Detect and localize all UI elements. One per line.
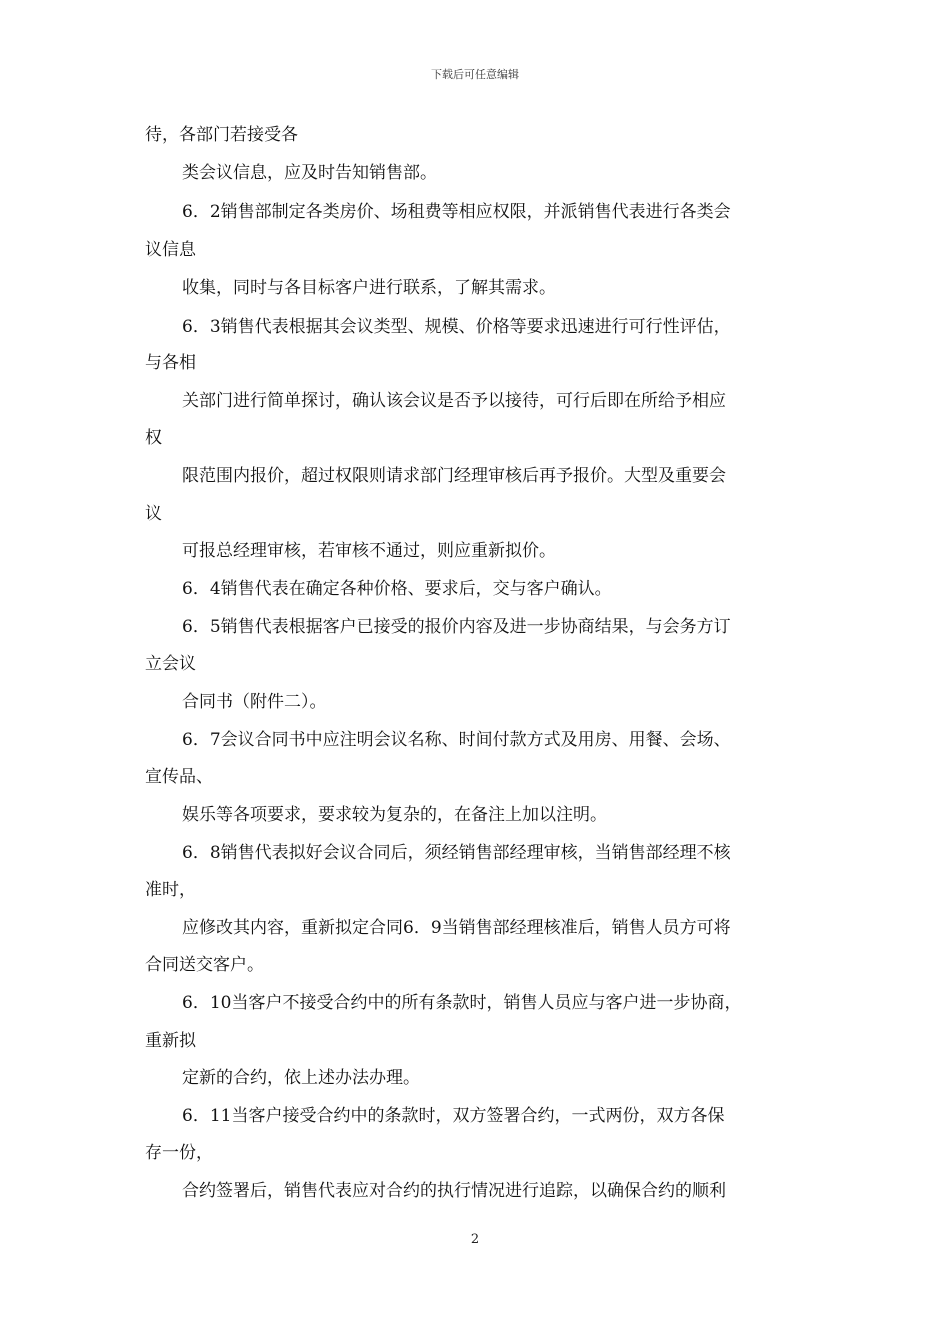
text-line: 宣传品、 bbox=[145, 767, 213, 787]
text-line: 6．5销售代表根据客户已接受的报价内容及进一步协商结果，与会务方订 bbox=[182, 617, 731, 637]
text-line: 议信息 bbox=[145, 240, 196, 260]
text-line: 立会议 bbox=[145, 654, 196, 674]
text-line: 待，各部门若接受各 bbox=[145, 125, 298, 145]
text-line: 6．2销售部制定各类房价、场租费等相应权限，并派销售代表进行各类会 bbox=[182, 202, 731, 222]
text-line: 娱乐等各项要求，要求较为复杂的，在备注上加以注明。 bbox=[182, 805, 607, 825]
text-line: 限范围内报价，超过权限则请求部门经理审核后再予报价。大型及重要会 bbox=[182, 466, 726, 486]
text-line: 权 bbox=[145, 428, 162, 448]
text-line: 收集，同时与各目标客户进行联系，了解其需求。 bbox=[182, 278, 556, 298]
text-line: 合同书（附件二）。 bbox=[182, 692, 327, 712]
text-line: 应修改其内容，重新拟定合同6．9当销售部经理核准后，销售人员方可将 bbox=[182, 918, 731, 938]
text-line: 6．8销售代表拟好会议合同后，须经销售部经理审核，当销售部经理不核 bbox=[182, 843, 731, 863]
text-line: 6．10当客户不接受合约中的所有条款时，销售人员应与客户进一步协商， bbox=[182, 993, 742, 1013]
text-line: 关部门进行简单探讨，确认该会议是否予以接待，可行后即在所给予相应 bbox=[182, 391, 726, 411]
text-line: 议 bbox=[145, 504, 162, 524]
text-line: 合同送交客户。 bbox=[145, 955, 264, 975]
text-line: 重新拟 bbox=[145, 1031, 196, 1051]
text-line: 与各相 bbox=[145, 353, 196, 373]
text-line: 可报总经理审核，若审核不通过，则应重新拟价。 bbox=[182, 541, 556, 561]
text-line: 类会议信息，应及时告知销售部。 bbox=[182, 163, 437, 183]
header-note: 下载后可任意编辑 bbox=[431, 68, 519, 81]
text-line: 6．11当客户接受合约中的条款时，双方签署合约，一式两份，双方各保 bbox=[182, 1106, 725, 1126]
text-line: 定新的合约，依上述办法办理。 bbox=[182, 1068, 420, 1088]
text-line: 6．7会议合同书中应注明会议名称、时间付款方式及用房、用餐、会场、 bbox=[182, 730, 731, 750]
text-line: 6．3销售代表根据其会议类型、规模、价格等要求迅速进行可行性评估， bbox=[182, 317, 731, 337]
page-number: 2 bbox=[470, 1232, 480, 1247]
text-line: 6．4销售代表在确定各种价格、要求后，交与客户确认。 bbox=[182, 579, 612, 599]
text-line: 准时， bbox=[145, 880, 196, 900]
text-line: 合约签署后，销售代表应对合约的执行情况进行追踪，以确保合约的顺利 bbox=[182, 1181, 726, 1201]
text-line: 存一份， bbox=[145, 1143, 213, 1163]
